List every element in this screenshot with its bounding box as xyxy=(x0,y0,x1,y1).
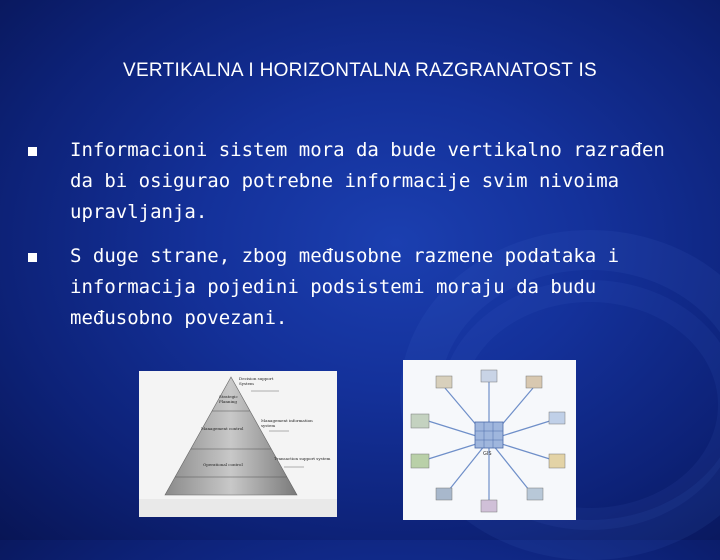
bullet-list xyxy=(28,135,698,347)
pyramid-diagram xyxy=(139,371,337,517)
gis-node-icon xyxy=(436,376,452,388)
bullet-item xyxy=(28,135,698,228)
pyramid-level-label: Operational control xyxy=(203,462,243,467)
gis-node-icon xyxy=(481,370,497,382)
bullet-square-icon xyxy=(28,147,37,156)
bullet-square-icon xyxy=(28,253,37,262)
gis-center-label: GIS xyxy=(483,451,492,457)
gis-node-icon xyxy=(549,412,565,424)
pyramid-base-shadow xyxy=(139,499,337,517)
bullet-text: S duge strane, zbog međusobne razmene podataka i informacija pojedini podsistemi moraju da budu međusobno povezani. xyxy=(70,245,620,329)
bullet-item xyxy=(28,241,698,334)
pyramid-system-label: Management information system xyxy=(261,418,313,428)
gis-diagram xyxy=(403,360,576,520)
slide-title: VERTIKALNA I HORIZONTALNA RAZGRANATOST IS xyxy=(122,60,598,81)
gis-center-cube xyxy=(475,422,503,448)
pyramid-system-label: Decision support System xyxy=(239,376,274,386)
gis-node-icon xyxy=(411,414,429,428)
pyramid-system-label: Transaction support system xyxy=(274,456,331,461)
gis-figure xyxy=(403,360,576,520)
gis-node-icon xyxy=(527,488,543,500)
pyramid-level-label: Management control xyxy=(201,426,244,431)
gis-node-icon xyxy=(411,454,429,468)
gis-node-icon xyxy=(481,500,497,512)
gis-node-icon xyxy=(549,454,565,468)
gis-node-icon xyxy=(436,488,452,500)
pyramid-level-label: Strategic Planning xyxy=(219,394,238,404)
bullet-text: Informacioni sistem mora da bude vertikalno razrađen da bi osigurao potrebne informacije svim nivoima upravljanja. xyxy=(70,139,665,223)
gis-node-icon xyxy=(526,376,542,388)
pyramid-figure xyxy=(139,371,337,517)
